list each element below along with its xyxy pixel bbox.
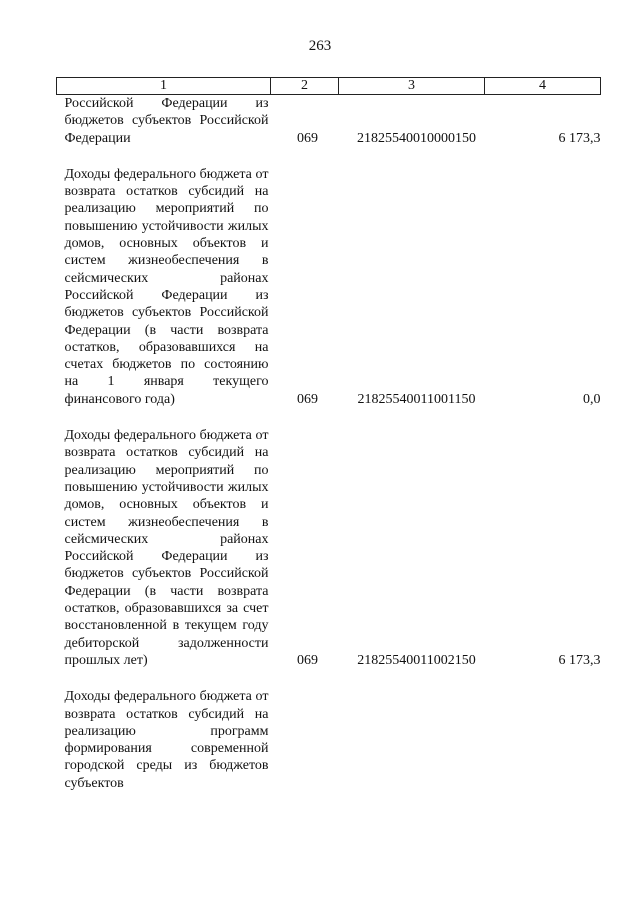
row-budget-code: 21825540010000150: [357, 130, 476, 146]
page-number: 263: [308, 38, 332, 54]
budget-revenue-table: [56, 77, 601, 792]
column-header-4: 4: [485, 78, 601, 95]
row-budget-code: [339, 688, 485, 792]
row-spacer: [57, 147, 601, 166]
row-description: Доходы федерального бюджета от возврата остатков субсидий на реализацию мероприятий по повышению устойчивости жилых домов, основных объектов и систем жизнеобеспечения в сейсмических районах Российской Федерации из бюджетов субъектов Российской Федерации (в части возврата остатков, образовавшихся за счет восстановленной в текущем году дебиторской задолженности прошлых лет): [64, 428, 269, 668]
row-admin-code: 069: [297, 130, 318, 146]
row-spacer: [57, 408, 601, 427]
column-header-3: 3: [339, 78, 485, 95]
row-description: Доходы федерального бюджета от возврата остатков субсидий на реализацию мероприятий по повышению устойчивости жилых домов, основных объектов и систем жизнеобеспечения в сейсмических районах Российской Федерации из бюджетов субъектов Российской Федерации (в части возврата остатков, образовавшихся на счетах бюджетов по состоянию на 1 января текущего финансового года): [64, 166, 269, 407]
header-row: [57, 78, 601, 95]
row-spacer: [57, 669, 601, 688]
row-amount: [485, 688, 601, 792]
row-description: Доходы федерального бюджета от возврата остатков субсидий на реализацию программ формирования современной городской среды из бюджетов субъектов: [64, 689, 269, 791]
row-amount: 6 173,3: [558, 652, 601, 668]
table-header: [57, 78, 601, 95]
table-row: [57, 95, 601, 147]
row-admin-code: 069: [297, 391, 318, 407]
column-header-1: 1: [57, 78, 271, 95]
table-row: [57, 427, 601, 669]
table-row: [57, 688, 601, 792]
table-row: [57, 166, 601, 408]
row-amount: 0,0: [583, 391, 601, 407]
row-budget-code: 21825540011001150: [357, 391, 476, 407]
column-header-2: 2: [271, 78, 339, 95]
table-body: [57, 95, 601, 792]
row-description: Российской Федерации из бюджетов субъектов Российской Федерации: [64, 96, 269, 146]
row-admin-code: [271, 688, 339, 792]
row-amount: 6 173,3: [558, 130, 601, 146]
row-admin-code: 069: [297, 652, 318, 668]
row-budget-code: 21825540011002150: [357, 652, 476, 668]
